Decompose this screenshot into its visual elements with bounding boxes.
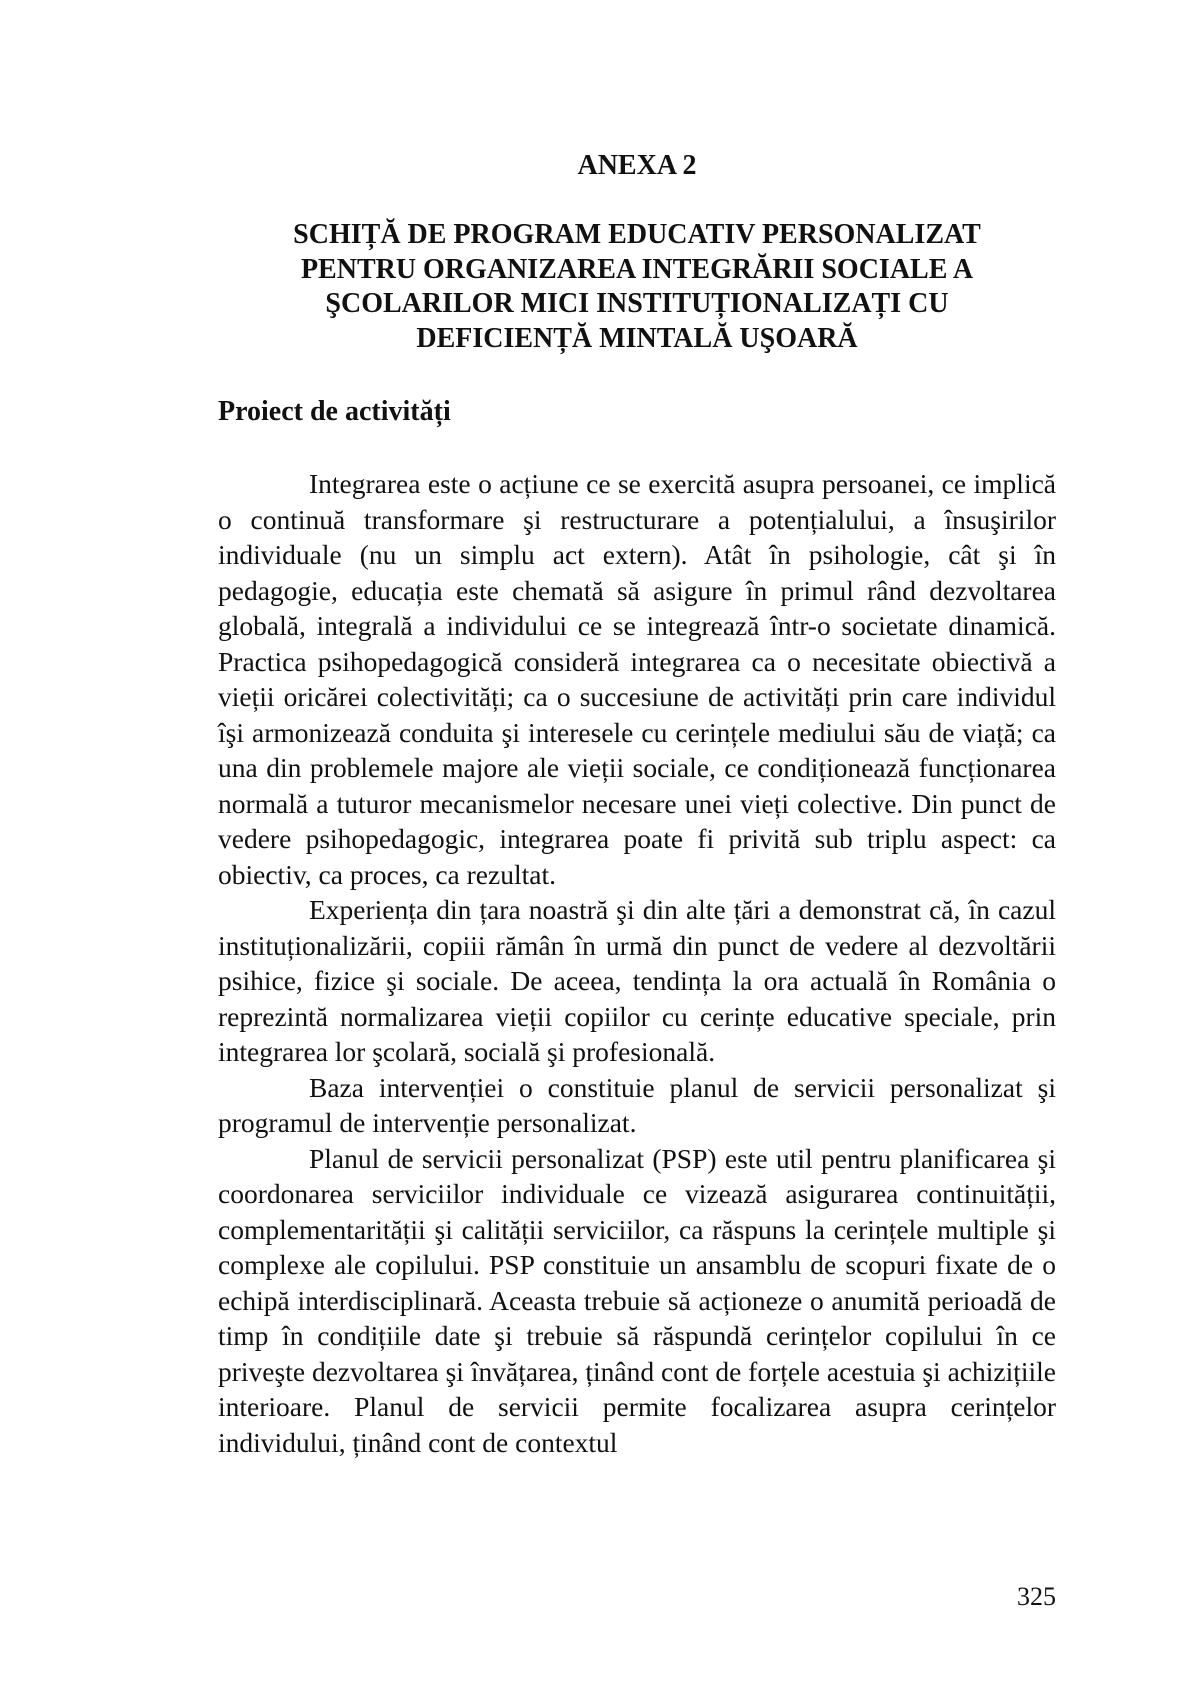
main-title bbox=[218, 218, 1056, 356]
paragraph-intervention-basis: Baza intervenției o constituie planul de servicii personalizat şi programul de intervenție personalizat. bbox=[218, 1071, 1056, 1138]
body-text bbox=[218, 466, 1056, 1460]
section-heading: Proiect de activități bbox=[218, 396, 451, 427]
paragraph-integration: Integrarea este o acțiune ce se exercită asupra persoanei, ce implică o continuă transformare şi restructurare a potențialului, a însuşirilor individuale (nu un simplu act extern). Atât în psihologie, cât şi în pedagogie, educația este chemată să asigure în primul rând dezvoltarea globală, integrală a individului ce se integrează într-o societate dinamică. Practica psihopedagogică consideră integrarea ca o necesitate obiectivă a vieții oricărei colectivități; ca o succesiune de activități prin care individul îşi armonizează conduita şi interesele cu cerințele mediului său de viață; ca una din problemele majore ale vieții sociale, ce condiționează funcționarea normală a tuturor mecanismelor necesare unei vieți colective. Din punct de vedere psihopedagogic, integrarea poate fi privită sub triplu aspect: ca obiectiv, ca proces, ca rezultat. bbox=[218, 468, 1056, 890]
page-number: 325 bbox=[1017, 1582, 1056, 1611]
main-title-line-3: ŞCOLARILOR MICI INSTITUȚIONALIZAȚI CU bbox=[325, 288, 949, 319]
main-title-line-4: DEFICIENȚĂ MINTALĂ UŞOARĂ bbox=[416, 322, 858, 354]
document-page bbox=[218, 0, 1056, 1708]
paragraph-psp: Planul de servicii personalizat (PSP) este util pentru planificarea şi coordonarea serviciilor individuale ce vizează asigurarea continuității, complementarității şi calității serviciilor, ca răspuns la cerințele multiple şi complexe ale copilului. PSP constituie un ansamblu de scopuri fixate de o echipă interdisciplinară. Aceasta trebuie să acționeze o anumită perioadă de timp în condițiile date şi trebuie să răspundă cerințelor copilului în ce priveşte dezvoltarea şi învățarea, ținând cont de forțele acestuia şi achizițiile interioare. Planul de servicii permite focalizarea asupra cerințelor individului, ținând cont de contextul bbox=[218, 1142, 1056, 1458]
paragraph-experience: Experiența din țara noastră şi din alte țări a demonstrat că, în cazul instituționalizării, copiii rămân în urmă din punct de vedere al dezvoltării psihice, fizice şi sociale. De aceea, tendința la ora actuală în România o reprezintă normalizarea vieții copiilor cu cerințe educative speciale, prin integrarea lor şcolară, socială şi profesională. bbox=[218, 894, 1056, 1067]
main-title-line-2: PENTRU ORGANIZAREA INTEGRĂRII SOCIALE A bbox=[300, 253, 974, 285]
annex-title: ANEXA 2 bbox=[577, 150, 697, 181]
main-title-line-1: SCHIȚĂ DE PROGRAM EDUCATIV PERSONALIZAT bbox=[293, 219, 981, 250]
